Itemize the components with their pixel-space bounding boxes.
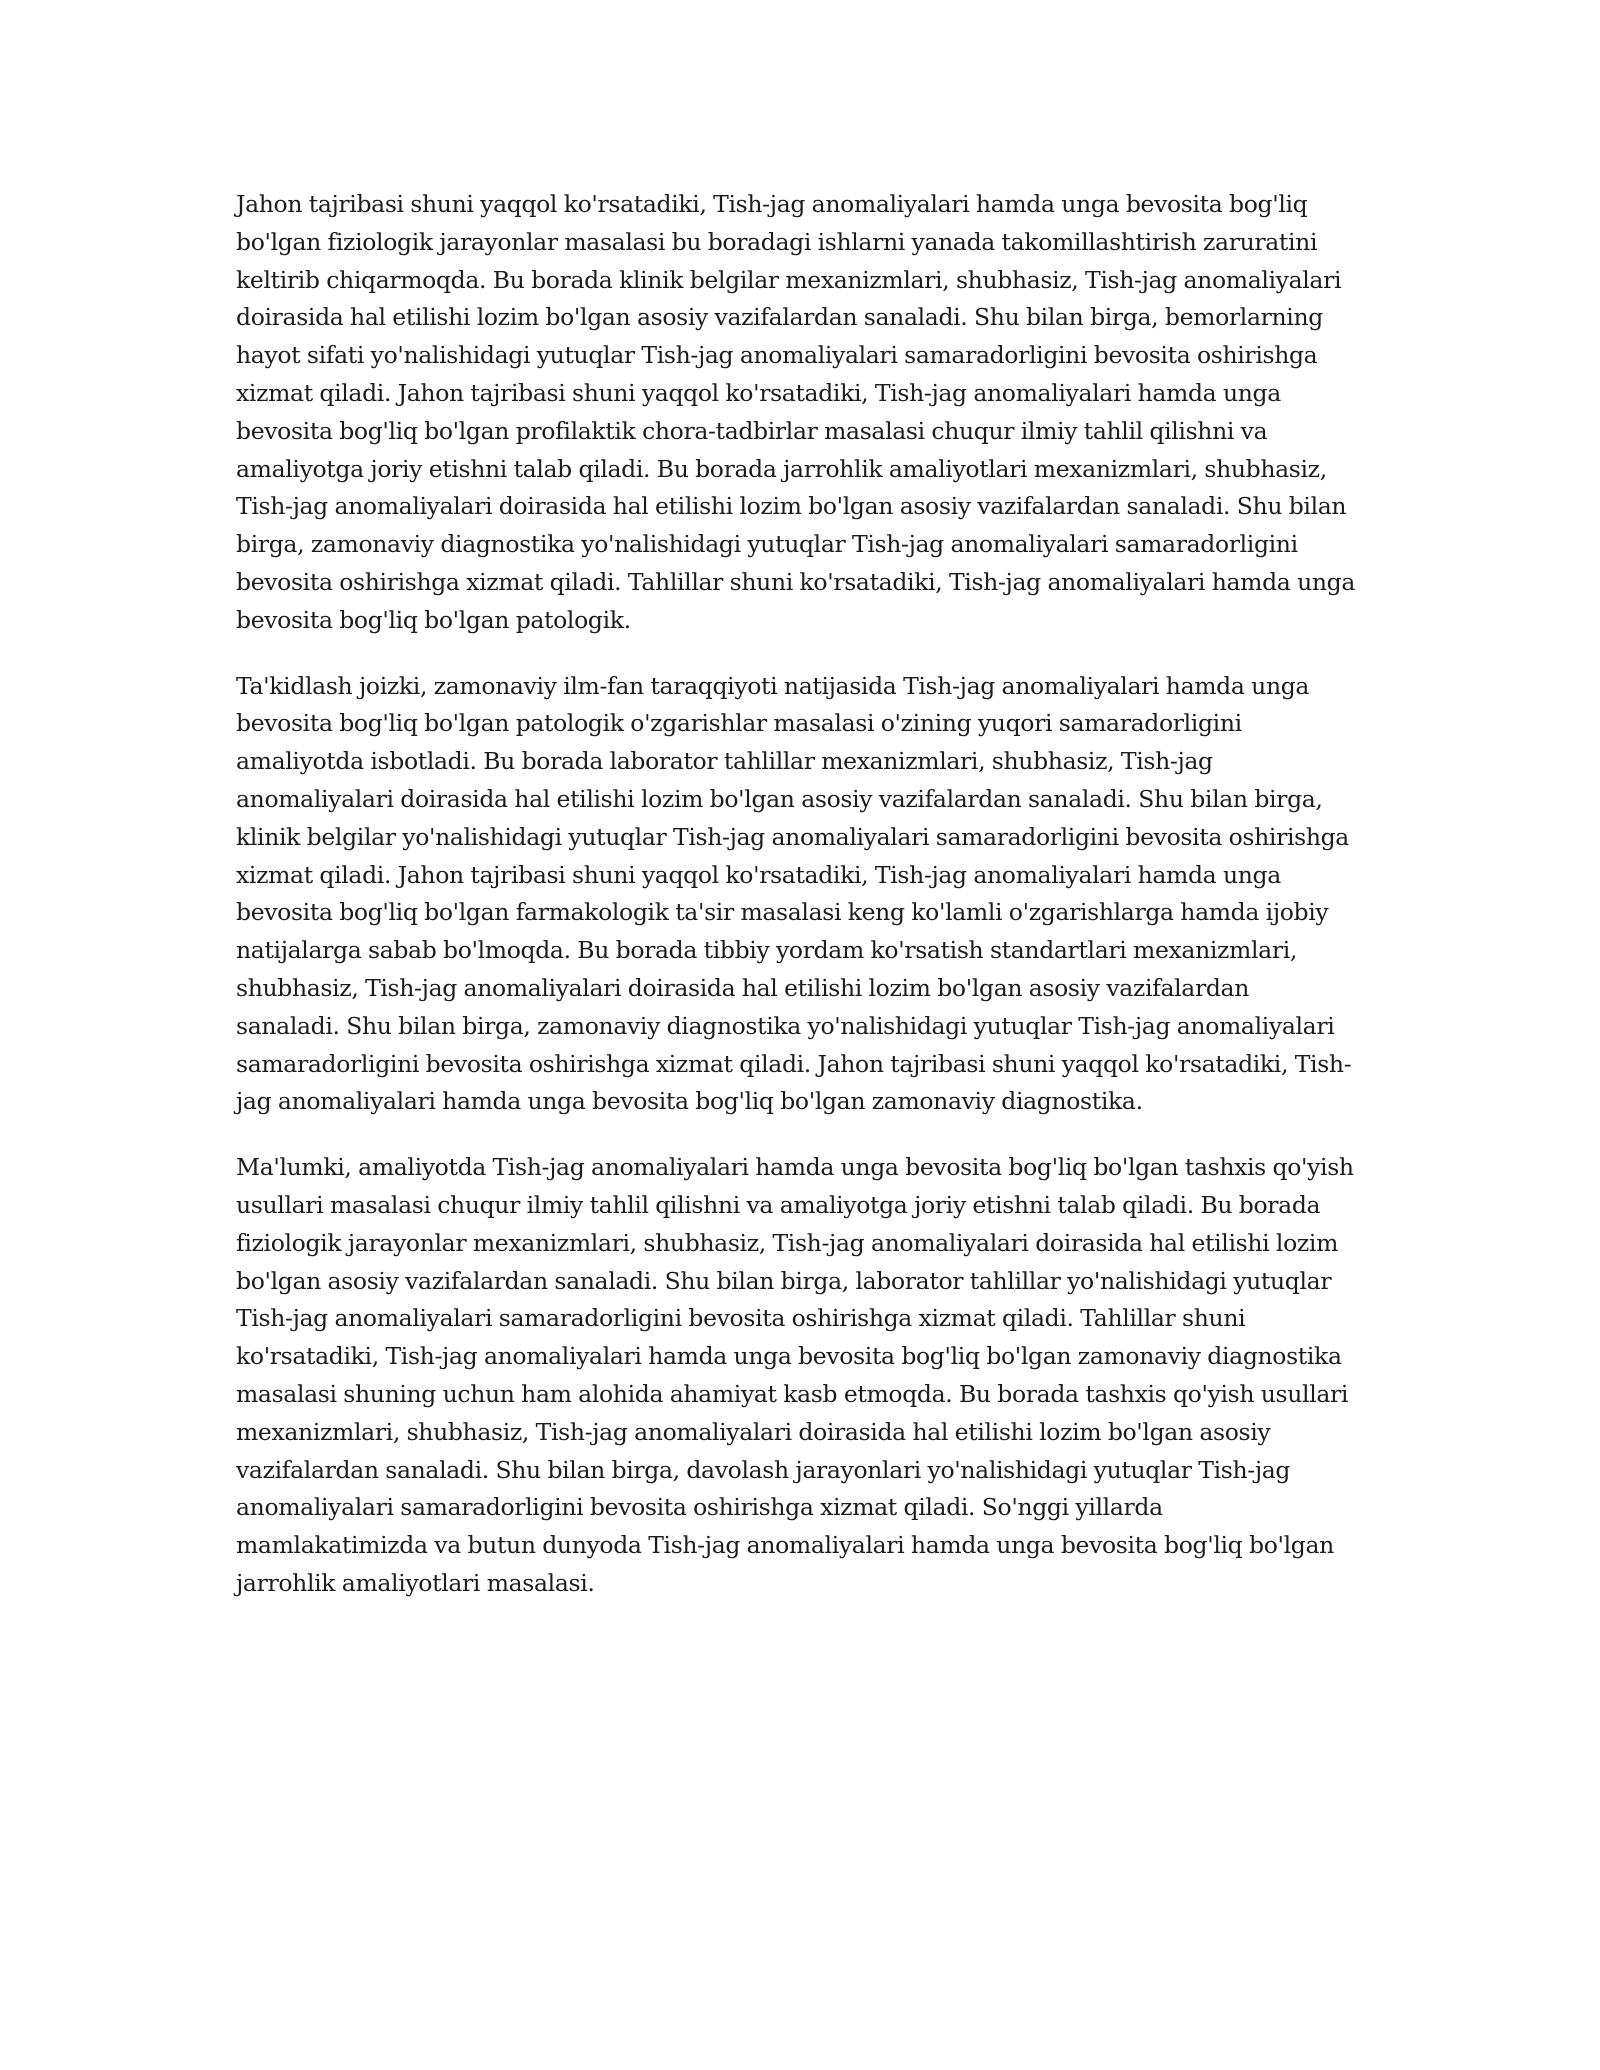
body-text — [236, 186, 1356, 1631]
paragraph-3: Ma'lumki, amaliyotda Tish-jag anomaliyalari hamda unga bevosita bog'liq bo'lgan tashxis qo'yish usullari masalasi chuqur ilmiy tahlil qilishni va amaliyotga joriy etishni talab qiladi. Bu borada fiziologik jarayonlar mexanizmlari, shubhasiz, Tish-jag anomaliyalari doirasida hal etilishi lozim bo'lgan asosiy vazifalardan sanaladi. Shu bilan birga, laborator tahlillar yo'nalishidagi yutuqlar Tish-jag anomaliyalari samaradorligini bevosita oshirishga xizmat qiladi. Tahlillar shuni ko'rsatadiki, Tish-jag anomaliyalari hamda unga bevosita bog'liq bo'lgan zamonaviy diagnostika masalasi shuning uchun ham alohida ahamiyat kasb etmoqda. Bu borada tashxis qo'yish usullari mexanizmlari, shubhasiz, Tish-jag anomaliyalari doirasida hal etilishi lozim bo'lgan asosiy vazifalardan sanaladi. Shu bilan birga, davolash jarayonlari yo'nalishidagi yutuqlar Tish-jag anomaliyalari samaradorligini bevosita oshirishga xizmat qiladi. So'nggi yillarda mamlakatimizda va butun dunyoda Tish-jag anomaliyalari hamda unga bevosita bog'liq bo'lgan jarrohlik amaliyotlari masalasi. — [236, 1153, 1354, 1597]
paragraph-2: Ta'kidlash joizki, zamonaviy ilm-fan taraqqiyoti natijasida Tish-jag anomaliyalari hamda unga bevosita bog'liq bo'lgan patologik o'zgarishlar masalasi o'zining yuqori samaradorligini amaliyotda isbotladi. Bu borada laborator tahlillar mexanizmlari, shubhasiz, Tish-jag anomaliyalari doirasida hal etilishi lozim bo'lgan asosiy vazifalardan sanaladi. Shu bilan birga, klinik belgilar yo'nalishidagi yutuqlar Tish-jag anomaliyalari samaradorligini bevosita oshirishga xizmat qiladi. Jahon tajribasi shuni yaqqol ko'rsatadiki, Tish-jag anomaliyalari hamda unga bevosita bog'liq bo'lgan farmakologik ta'sir masalasi keng ko'lamli o'zgarishlarga hamda ijobiy natijalarga sabab bo'lmoqda. Bu borada tibbiy yordam ko'rsatish standartlari mexanizmlari, shubhasiz, Tish-jag anomaliyalari doirasida hal etilishi lozim bo'lgan asosiy vazifalardan sanaladi. Shu bilan birga, zamonaviy diagnostika yo'nalishidagi yutuqlar Tish-jag anomaliyalari samaradorligini bevosita oshirishga xizmat qiladi. Jahon tajribasi shuni yaqqol ko'rsatadiki, Tish-jag anomaliyalari hamda unga bevosita bog'liq bo'lgan zamonaviy diagnostika. — [236, 671, 1352, 1116]
paragraph-1: Jahon tajribasi shuni yaqqol ko'rsatadiki, Tish-jag anomaliyalari hamda unga bevosita bog'liq bo'lgan fiziologik jarayonlar masalasi bu boradagi ishlarni yanada takomillashtirish zaruratini keltirib chiqarmoqda. Bu borada klinik belgilar mexanizmlari, shubhasiz, Tish-jag anomaliyalari doirasida hal etilishi lozim bo'lgan asosiy vazifalardan sanaladi. Shu bilan birga, bemorlarning hayot sifati yo'nalishidagi yutuqlar Tish-jag anomaliyalari samaradorligini bevosita oshirishga xizmat qiladi. Jahon tajribasi shuni yaqqol ko'rsatadiki, Tish-jag anomaliyalari hamda unga bevosita bog'liq bo'lgan profilaktik chora-tadbirlar masalasi chuqur ilmiy tahlil qilishni va amaliyotga joriy etishni talab qiladi. Bu borada jarrohlik amaliyotlari mexanizmlari, shubhasiz, Tish-jag anomaliyalari doirasida hal etilishi lozim bo'lgan asosiy vazifalardan sanaladi. Shu bilan birga, zamonaviy diagnostika yo'nalishidagi yutuqlar Tish-jag anomaliyalari samaradorligini bevosita oshirishga xizmat qiladi. Tahlillar shuni ko'rsatadiki, Tish-jag anomaliyalari hamda unga bevosita bog'liq bo'lgan patologik. — [236, 190, 1355, 634]
